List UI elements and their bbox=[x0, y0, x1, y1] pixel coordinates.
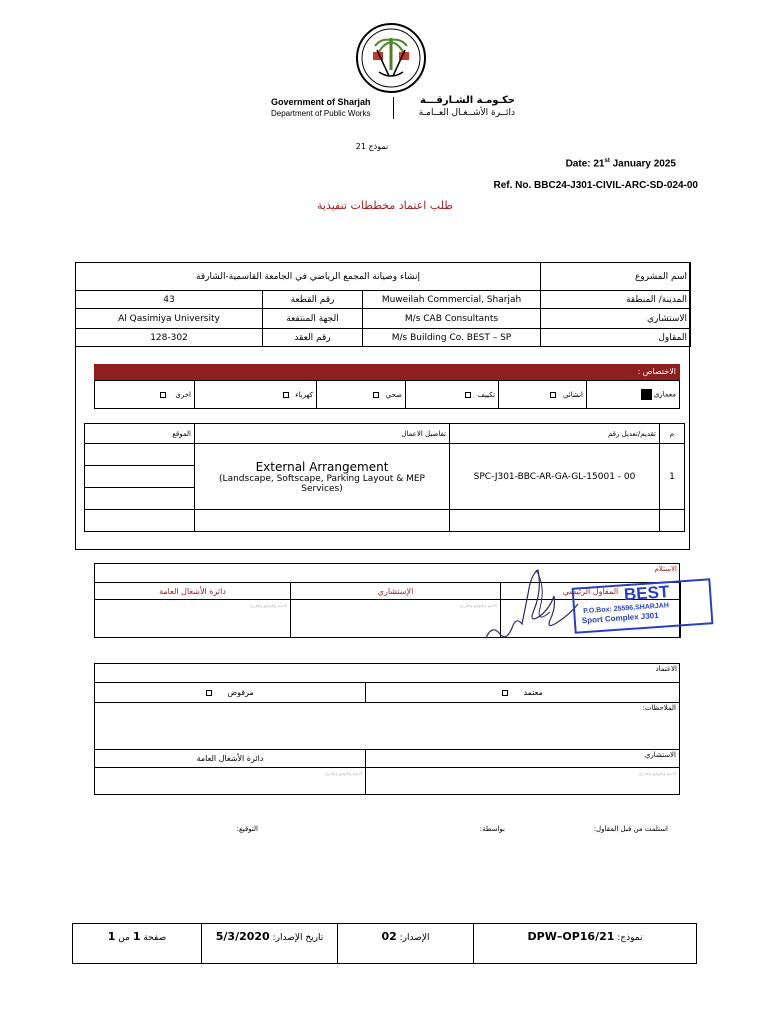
checkbox-icon[interactable] bbox=[550, 392, 556, 398]
submittal-cell: SPC-J301-BBC-AR-GA-GL-15001 - 00 bbox=[450, 444, 660, 510]
specialization-header: الاختصاص : bbox=[94, 364, 680, 380]
checkbox-icon[interactable] bbox=[465, 392, 471, 398]
col-details: تفاصيل الاعمال bbox=[195, 424, 450, 444]
org-name-en-1: Government of Sharjah bbox=[271, 97, 371, 107]
no-cell bbox=[660, 510, 685, 532]
plot-value: 43 bbox=[76, 291, 263, 309]
footer-page: صفحة 1 من 1 bbox=[73, 924, 202, 964]
org-divider bbox=[393, 97, 394, 119]
org-name-ar-1: حكـومـة الشـارقـــة bbox=[419, 95, 515, 106]
checkbox-icon[interactable] bbox=[283, 392, 289, 398]
project-name-value: إنشاء وصيانة المجمع الرياضي في الجامعة القاسمية-الشارقة bbox=[76, 263, 541, 291]
details-subtitle: (Landscape, Softscape, Parking Layout & MEP Services) bbox=[219, 473, 425, 494]
received-via: بواسطة: bbox=[479, 825, 505, 833]
receipt-contractor: المقاول الرئيسي bbox=[501, 583, 681, 600]
location-cell bbox=[85, 510, 195, 532]
location-cell bbox=[85, 466, 195, 488]
beneficiary-label: الجهة المنتفعة bbox=[263, 309, 363, 329]
option-hvac[interactable]: تكييف bbox=[406, 381, 499, 409]
location-cell bbox=[85, 444, 195, 466]
footer-issue-date: تاريخ الإصدار: 5/3/2020 bbox=[202, 924, 338, 964]
org-name-ar-2: دائــرة الأشــغـال العــامـة bbox=[418, 108, 515, 118]
receipt-consultant: الإستشاري bbox=[291, 583, 501, 600]
notes-field[interactable]: الملاحظات: bbox=[95, 703, 680, 750]
details-cell bbox=[195, 444, 450, 510]
receipt-header: الاستلام bbox=[654, 565, 677, 573]
option-other[interactable]: اخرى bbox=[95, 381, 195, 409]
details-title: External Arrangement bbox=[255, 459, 389, 474]
rejected-option[interactable]: مرفوض bbox=[95, 683, 366, 703]
consultant-label: الاستشاري bbox=[541, 309, 691, 329]
stamp-pobox: P.O.Box: 25596,SHARJAH bbox=[583, 602, 670, 616]
reference-number: Ref. No. BBC24-J301-CIVIL-ARC-SD-024-00 bbox=[493, 180, 698, 191]
option-plumbing[interactable]: صحي bbox=[317, 381, 406, 409]
option-architectural[interactable]: معماري bbox=[587, 381, 680, 409]
page-title: طلب اعتماد مخططات تنفيذية bbox=[317, 199, 453, 212]
stamp-name: BEST bbox=[623, 582, 670, 605]
beneficiary-value: Al Qasimiya University bbox=[76, 309, 263, 329]
no-cell: 1 bbox=[660, 444, 685, 510]
approval-dpw-sign[interactable]: الاسم والتوقيع والتاريخ bbox=[95, 768, 366, 795]
details-cell bbox=[195, 510, 450, 532]
approval-header: الاعتماد bbox=[655, 665, 677, 673]
col-no: م bbox=[660, 424, 685, 444]
emblem-icon bbox=[355, 22, 427, 94]
submittal-cell bbox=[450, 510, 660, 532]
consultant-value: M/s CAB Consultants bbox=[363, 309, 541, 329]
approved-option[interactable]: معتمد bbox=[366, 683, 680, 703]
checkbox-icon[interactable] bbox=[206, 690, 212, 696]
items-table bbox=[84, 423, 685, 532]
specialization-options bbox=[94, 380, 680, 409]
approval-consultant: الاستشاري bbox=[366, 750, 680, 768]
receipt-consultant-sign[interactable]: الاسم والتوقيع والتاريخ bbox=[291, 600, 501, 638]
checkbox-icon[interactable] bbox=[373, 392, 379, 398]
checkbox-icon[interactable] bbox=[160, 392, 166, 398]
contract-value: 128-302 bbox=[76, 329, 263, 347]
receipt-dpw: دائرة الأشغال العامة bbox=[95, 583, 291, 600]
col-location: الموقع bbox=[85, 424, 195, 444]
company-stamp bbox=[572, 578, 714, 634]
form-number: نموذج 21 bbox=[355, 142, 389, 151]
approval-consultant-sign[interactable]: الاسم والتوقيع والتاريخ bbox=[366, 768, 680, 795]
contractor-label: المقاول bbox=[541, 329, 691, 347]
contract-label: رقم العقد bbox=[263, 329, 363, 347]
date-line: Date: 21st January 2025 bbox=[565, 158, 676, 170]
contractor-value: M/s Building Co. BEST – SP bbox=[363, 329, 541, 347]
org-name-en-2: Department of Public Works bbox=[271, 109, 371, 118]
approval-decision bbox=[94, 682, 680, 795]
receipt-dpw-sign[interactable]: الاسم والتوقيع والتاريخ bbox=[95, 600, 291, 638]
approval-dpw: دائرة الأشغال العامة bbox=[95, 750, 366, 768]
footer-table bbox=[72, 923, 697, 964]
project-name-label: اسم المشروع bbox=[541, 263, 691, 291]
checkbox-checked-icon[interactable] bbox=[641, 389, 652, 400]
area-label: المدينة/ المنطقة bbox=[541, 291, 691, 309]
option-electrical[interactable]: كهرباء bbox=[195, 381, 317, 409]
project-info-table bbox=[75, 262, 691, 347]
footer-form: نموذج: DPW–OP16/21 bbox=[474, 924, 697, 964]
handwritten-signature bbox=[478, 556, 588, 651]
signature-label: التوقيع: bbox=[236, 825, 258, 833]
received-by-contractor: استلمت من قبل المقاول: bbox=[593, 825, 668, 833]
sharjah-emblem bbox=[355, 22, 427, 94]
stamp-project: Sport Complex J301 bbox=[581, 610, 659, 626]
location-cell bbox=[85, 488, 195, 510]
area-value: Muweilah Commercial, Sharjah bbox=[363, 291, 541, 309]
col-submittal: تقديم/تعديل رقم bbox=[450, 424, 660, 444]
checkbox-icon[interactable] bbox=[502, 690, 508, 696]
option-structural[interactable]: انشائي bbox=[499, 381, 587, 409]
footer-issue: الإصدار: 02 bbox=[338, 924, 474, 964]
plot-label: رقم القطعة bbox=[263, 291, 363, 309]
